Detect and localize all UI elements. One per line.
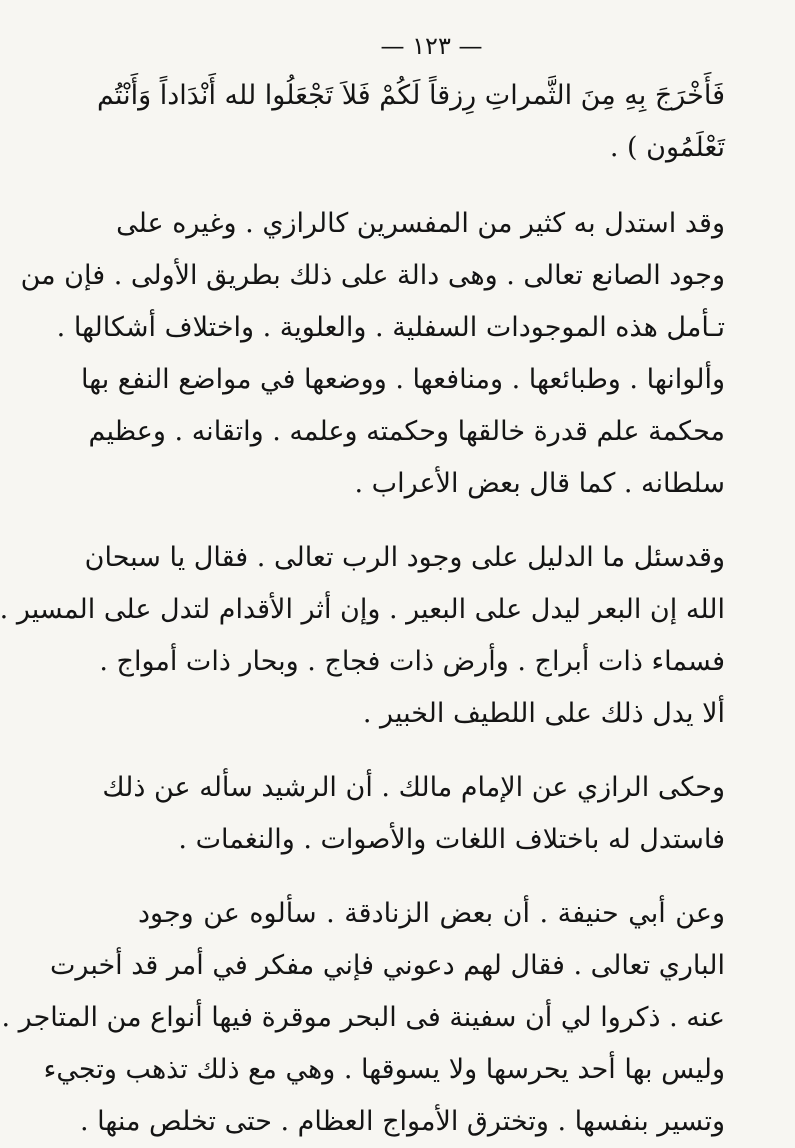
- text-line: الباري تعالى . فقال لهم دعوني فإني مفكر في أمر قد أخبرت: [50, 950, 725, 981]
- text-line: تـأمل هذه الموجودات السفلية . والعلوية . واختلاف أشكالها .: [56, 312, 725, 343]
- page-number: — ١٢٣ —: [380, 32, 483, 60]
- text-line: فسماء ذات أبراج . وأرض ذات فجاج . وبحار ذات أمواج .: [99, 646, 725, 677]
- text-line: سلطانه . كما قال بعض الأعراب .: [354, 468, 725, 499]
- text-line: وألوانها . وطبائعها . ومنافعها . ووضعها في مواضع النفع بها: [81, 364, 725, 395]
- text-line: ألا يدل ذلك على اللطيف الخبير .: [362, 698, 725, 729]
- paragraph-quran-verse: [96, 70, 725, 174]
- text-line: الله إن البعر ليدل على البعير . وإن أثر الأقدام لتدل على المسير .: [0, 594, 725, 625]
- text-line: وقدسئل ما الدليل على وجود الرب تعالى . فقال يا سبحان: [84, 542, 725, 573]
- text-line: فاستدل له باختلاف اللغات والأصوات . والنغمات .: [178, 824, 725, 855]
- text-line: وجود الصانع تعالى . وهى دالة على ذلك بطريق الأولى . فإن من: [20, 260, 725, 291]
- paragraph-bedouin-answer: [0, 532, 725, 740]
- text-line: وحكى الرازي عن الإمام مالك . أن الرشيد سأله عن ذلك: [102, 772, 725, 803]
- text-line: فَأَخْرَجَ بِهِ مِنَ الثَّمراتِ رِزقاً لَكُمْ فَلاَ تَجْعَلُوا لله أَنْدَاداً وَأَنْتُم: [96, 80, 725, 111]
- text-line: وقد استدل به كثير من المفسرين كالرازي . وغيره على: [116, 208, 725, 239]
- text-line: وتسير بنفسها . وتخترق الأمواج العظام . حتى تخلص منها .: [80, 1106, 725, 1137]
- text-line: وليس بها أحد يحرسها ولا يسوقها . وهي مع ذلك تذهب وتجيء: [43, 1054, 725, 1085]
- paragraph-imam-malik: [102, 762, 725, 866]
- text-line: عنه . ذكروا لي أن سفينة فى البحر موقرة فيها أنواع من المتاجر .: [1, 1002, 725, 1033]
- text-line: محكمة علم قدرة خالقها وحكمته وعلمه . واتقانه . وعظيم: [88, 416, 725, 447]
- paragraph-commentary: [20, 198, 725, 510]
- paragraph-abu-hanifa: [1, 888, 725, 1148]
- text-line: تَعْلَمُون ) .: [609, 132, 725, 163]
- text-line: وعن أبي حنيفة . أن بعض الزنادقة . سألوه عن وجود: [138, 898, 725, 929]
